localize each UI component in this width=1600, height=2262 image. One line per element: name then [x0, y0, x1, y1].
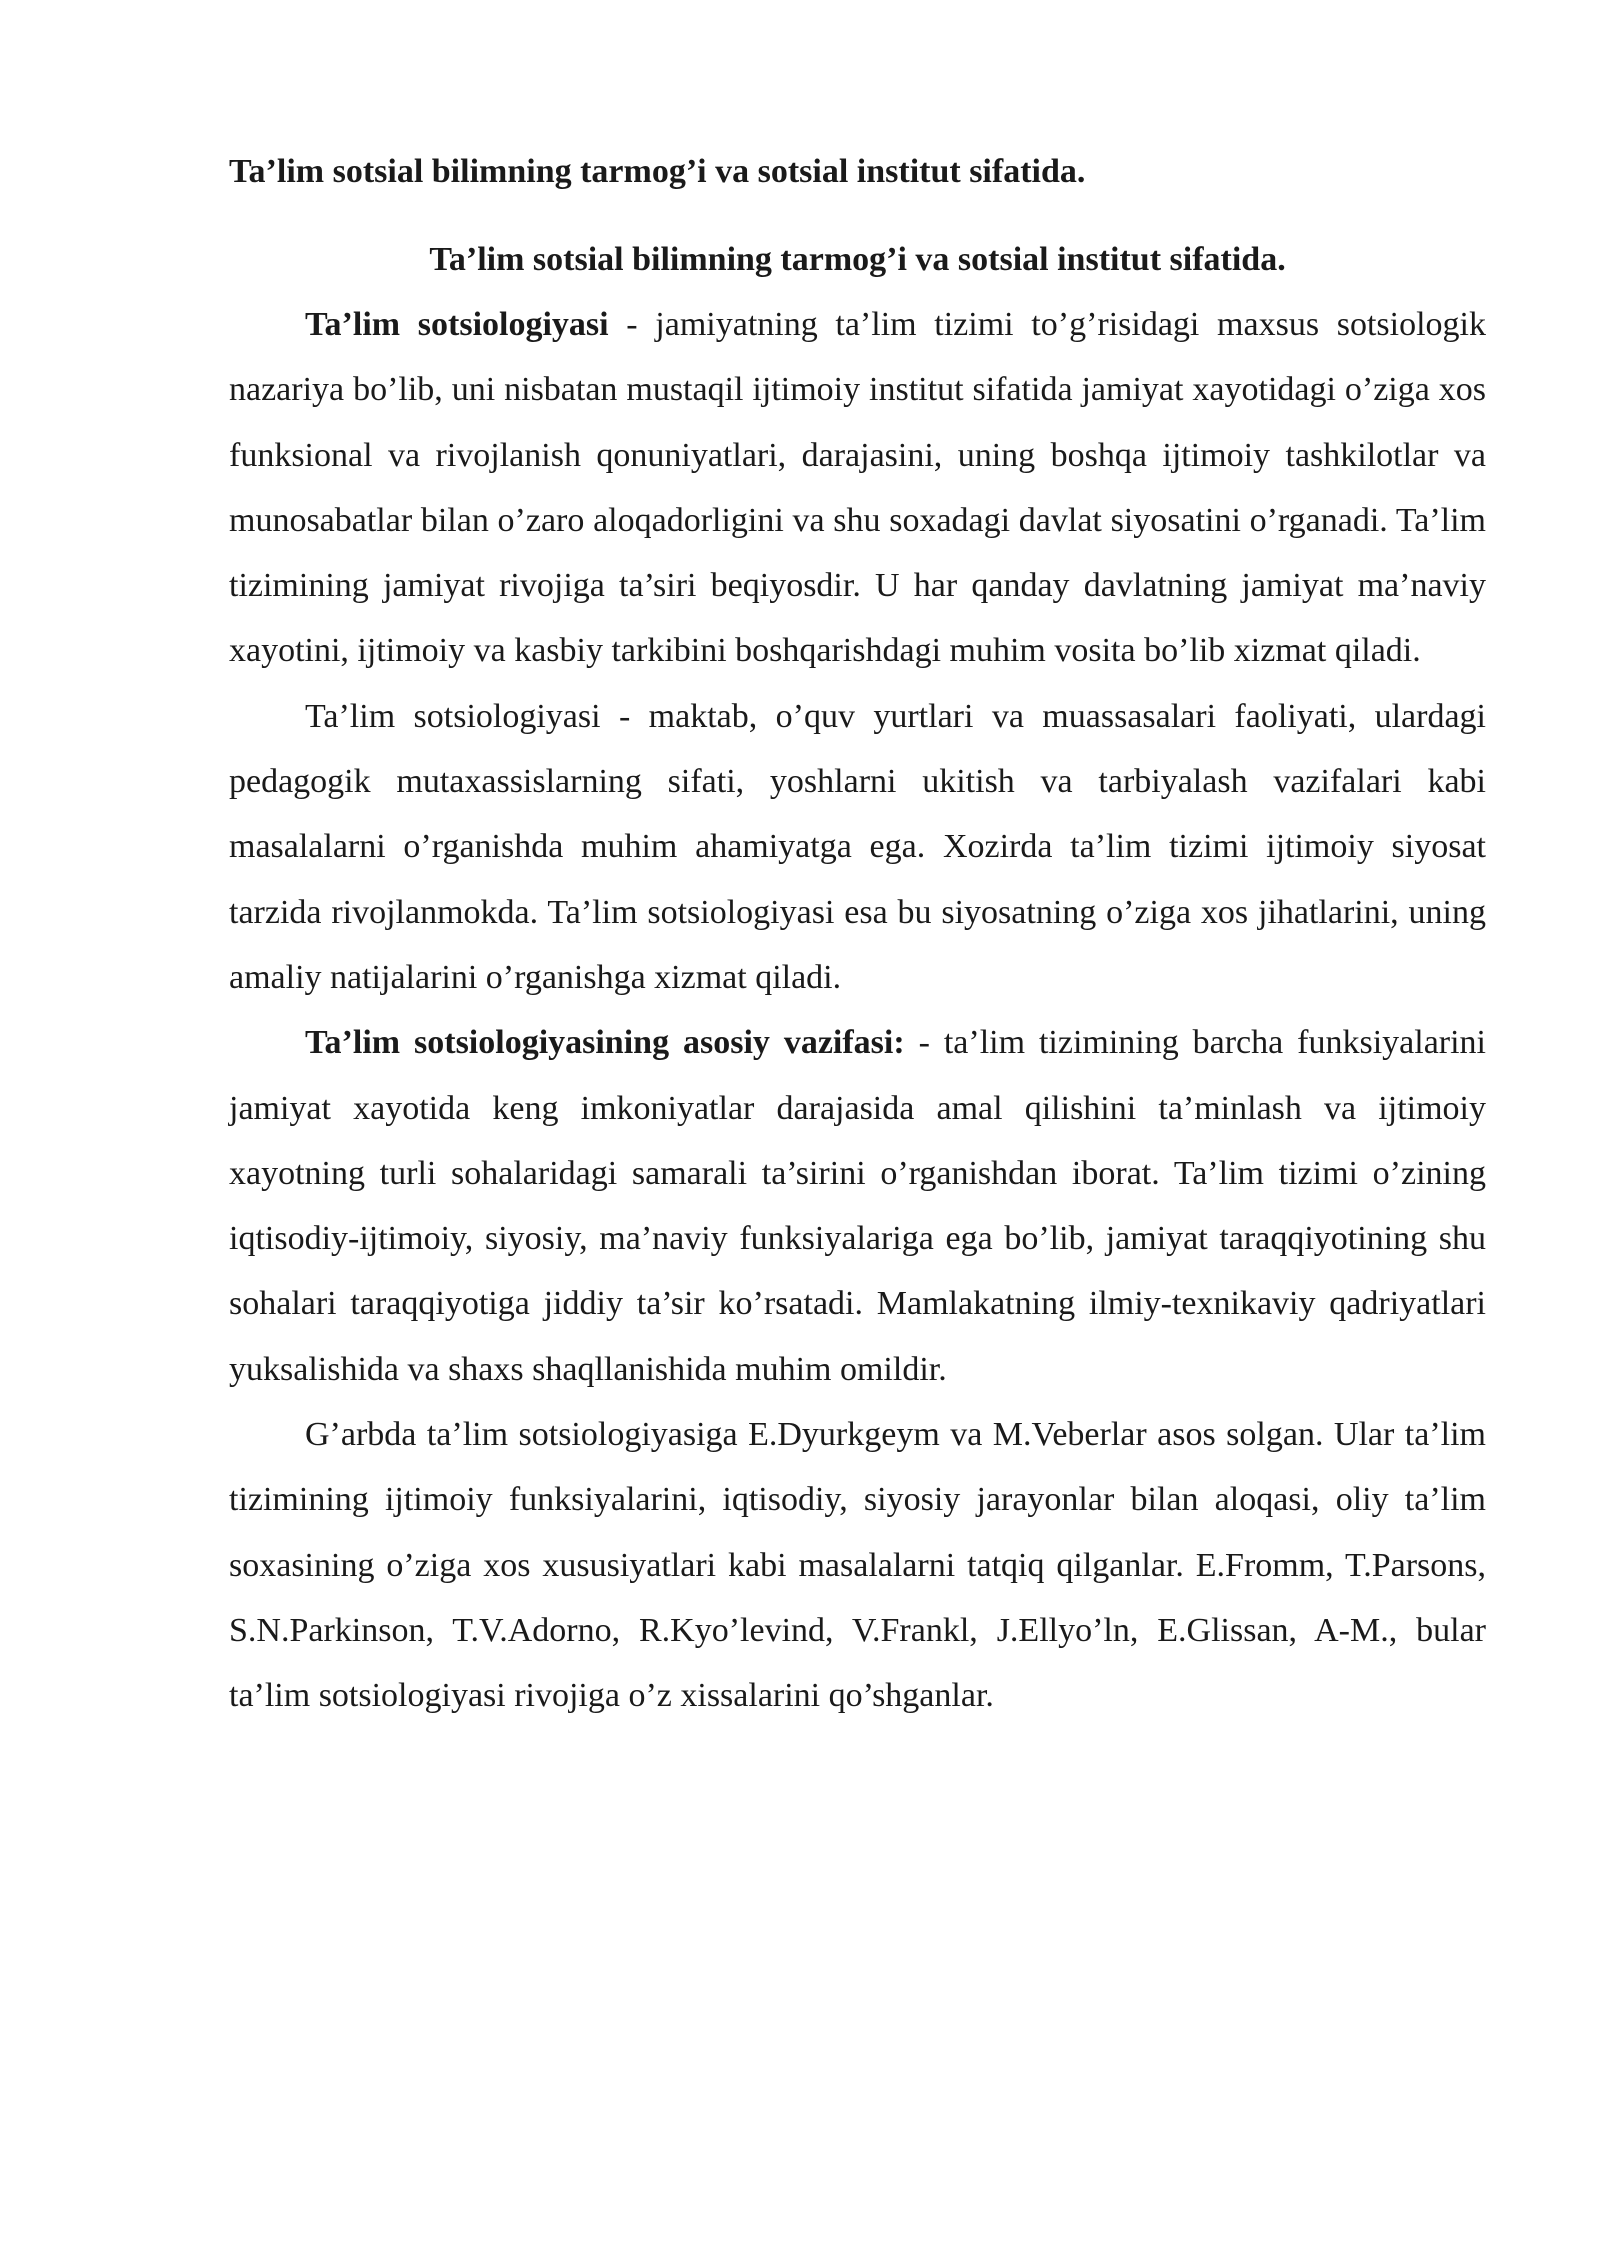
document-heading: Ta’lim sotsial bilimning tarmog’i va sotsial institut sifatida. [229, 153, 1086, 190]
paragraph-1-text: - jamiyatning ta’lim tizimi to’g’risidagi maxsus sotsiologik nazariya bo’lib, uni nisbatan mustaqil ijtimoiy institut sifatida jamiyat xayotidagi o’ziga xos funksional va rivojlanish qonuniyatlari, darajasini, uning boshqa ijtimoiy tashkilotlar va munosabatlar bilan o’zaro aloqadorligini va shu soxadagi davlat siyosatini o’rganadi. Ta’lim tizimining jamiyat rivojiga ta’siri beqiyosdir. U har qanday davlatning jamiyat ma’naviy xayotini, ijtimoiy va kasbiy tarkibini boshqarishdagi muhim vosita bo’lib xizmat qiladi. [229, 306, 1486, 670]
paragraph-4 [229, 1402, 1486, 1728]
paragraph-3 [229, 1010, 1486, 1402]
paragraph-2 [229, 684, 1486, 1010]
document-page [229, 150, 1486, 1729]
document-subheading: Ta’lim sotsial bilimning tarmog’i va sotsial institut sifatida. [429, 241, 1286, 278]
paragraph-1-bold-term: Ta’lim sotsiologiyasi [305, 306, 609, 343]
paragraph-3-bold-term: Ta’lim sotsiologiyasining asosiy vazifasi: [305, 1024, 905, 1062]
paragraph-1 [229, 292, 1486, 684]
paragraph-3-text: - ta’lim tizimining barcha funksiyalarini jamiyat xayotida keng imkoniyatlar darajasida amal qilishini ta’minlash va ijtimoiy xayotning turli sohalaridagi samarali ta’sirini o’rganishdan iborat. Ta’lim tizimi o’zining iqtisodiy-ijtimoiy, siyosiy, ma’naviy funksiyalariga ega bo’lib, jamiyat taraqqiyotining shu sohalari taraqqiyotiga jiddiy ta’sir ko’rsatadi. Mamlakatning ilmiy-texnikaviy qadriyatlari yuksalishida va shaxs shaqllanishida muhim omildir. [229, 1024, 1486, 1388]
paragraph-4-text: G’arbda ta’lim sotsiologiyasiga E.Dyurkgeym va M.Veberlar asos solgan. Ular ta’lim tizimining ijtimoiy funksiyalarini, iqtisodiy, siyosiy jarayonlar bilan aloqasi, oliy ta’lim soxasining o’ziga xos xususiyatlari kabi masalalarni tatqiq qilganlar. E.Fromm, T.Parsons, S.N.Parkinson, T.V.Adorno, R.Kyo’levind, V.Frankl, J.Ellyo’ln, E.Glissan, A-M., bular ta’lim sotsiologiyasi rivojiga o’z xissalarini qo’shganlar. [229, 1416, 1486, 1715]
paragraph-2-text: Ta’lim sotsiologiyasi - maktab, o’quv yurtlari va muassasalari faoliyati, ulardagi pedagogik mutaxassislarning sifati, yoshlarni ukitish va tarbiyalash vazifalari kabi masalalarni o’rganishda muhim ahamiyatga ega. Xozirda ta’lim tizimi ijtimoiy siyosat tarzida rivojlanmokda. Ta’lim sotsiologiyasi esa bu siyosatning o’ziga xos jihatlarini, uning amaliy natijalarini o’rganishga xizmat qiladi. [229, 697, 1486, 996]
